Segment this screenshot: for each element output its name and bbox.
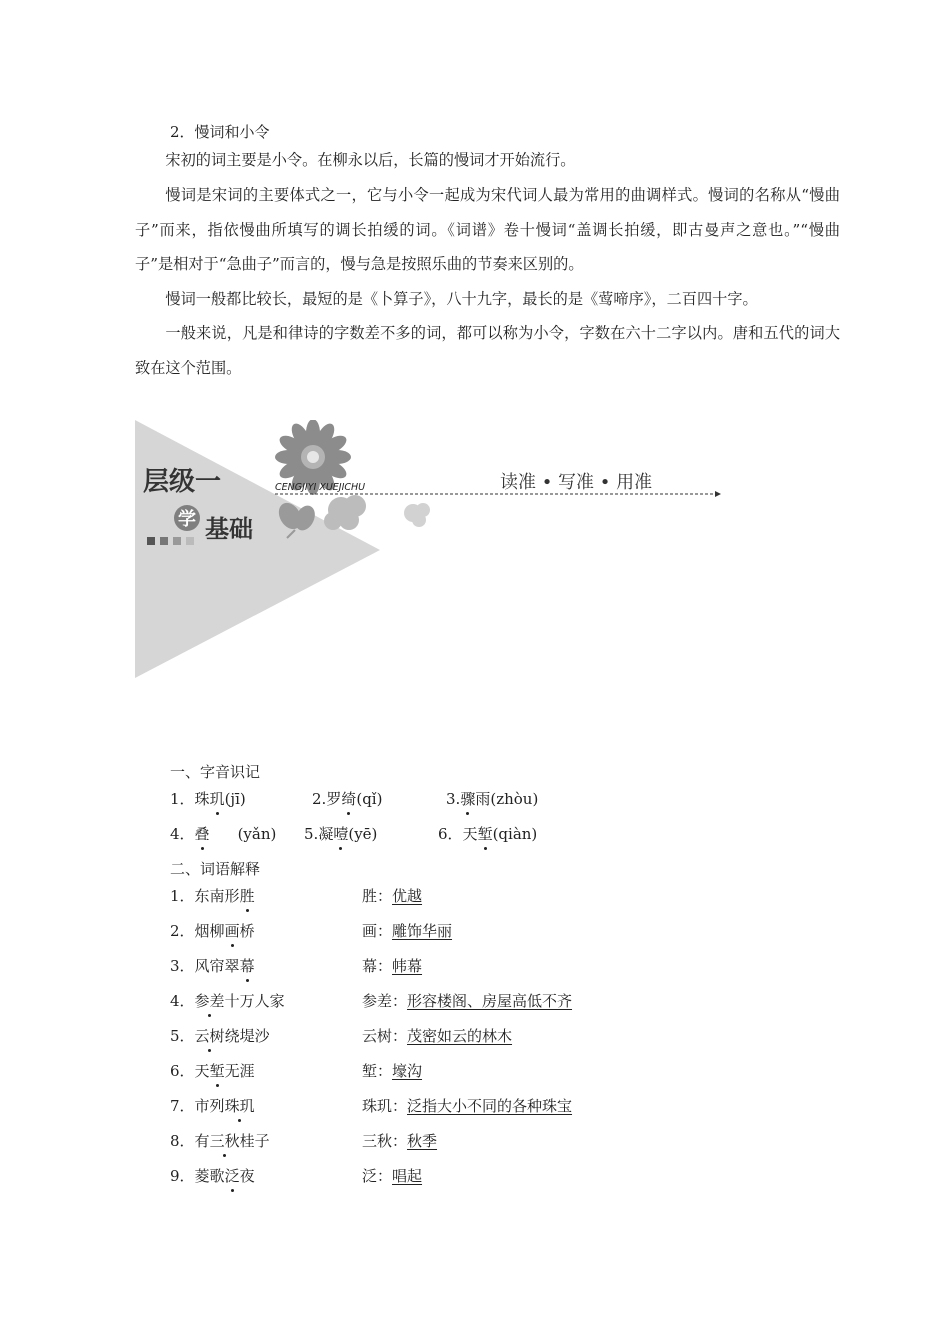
paragraph-3: 慢词一般都比较长，最短的是《卜算子》，八十九字，最长的是《莺啼序》，二百四十字。 — [165, 290, 758, 308]
banner-badge: 学 — [178, 509, 196, 530]
pronunciation-heading: 一、字音识记 — [170, 763, 261, 781]
vocab-term-4: 4．参差十万人家 — [170, 992, 285, 1010]
vocab-term-8: 8．有三秋桂子 — [170, 1132, 270, 1150]
level-banner — [135, 420, 735, 680]
banner-pinyin: CENGJIYI XUEJICHU — [275, 482, 366, 493]
pron-item-3: 3.骤雨(zhòu) — [446, 790, 539, 808]
vocab-def-9: 泛：唱起 — [362, 1167, 423, 1185]
vocab-def-7: 珠玑：泛指大小不同的各种珠宝 — [362, 1097, 573, 1115]
banner-subtitle: 基础 — [205, 515, 253, 543]
vocab-term-9: 9．菱歌泛夜 — [170, 1167, 255, 1185]
vocab-term-1: 1．东南形胜 — [170, 887, 255, 905]
banner-title: 层级一 — [143, 467, 222, 497]
vocab-term-2: 2．烟柳画桥 — [170, 922, 255, 940]
vocab-def-4: 参差：形容楼阁、房屋高低不齐 — [362, 992, 573, 1010]
vocab-term-6: 6．天堑无涯 — [170, 1062, 255, 1080]
vocab-term-3: 3．风帘翠幕 — [170, 957, 255, 975]
paragraph-4: 一般来说，凡是和律诗的字数差不多的词，都可以称为小令，字数在六十二字以内。唐和五代的词大致在这个范围。 — [135, 324, 840, 377]
blossom-small-icon — [404, 503, 430, 527]
pron-item-1: 1．珠玑(jī) — [170, 790, 246, 808]
vocab-def-8: 三秋：秋季 — [362, 1132, 438, 1150]
blossom-icon — [324, 495, 366, 530]
vocab-def-2: 画：雕饰华丽 — [362, 922, 453, 940]
vocab-def-3: 幕：帏幕 — [362, 957, 423, 975]
section-heading: 2．慢词和小令 — [170, 123, 270, 141]
vocab-heading: 二、词语解释 — [170, 860, 261, 878]
pron-item-6: 6．天堑(qiàn) — [438, 825, 538, 843]
banner-arrow-head — [715, 491, 721, 497]
pron-item-4: 4．叠 (yǎn) — [170, 825, 277, 843]
pron-item-5: 5.凝噎(yē) — [304, 825, 378, 843]
vocab-def-6: 堑：壕沟 — [362, 1062, 423, 1080]
paragraph-1: 宋初的词主要是小令。在柳永以后，长篇的慢词才开始流行。 — [165, 151, 576, 169]
vocab-def-5: 云树：茂密如云的林木 — [362, 1027, 513, 1045]
pron-item-2: 2.罗绮(qǐ) — [312, 790, 383, 808]
paragraph-2: 慢词是宋词的主要体式之一，它与小令一起成为宋代词人最为常用的曲调样式。慢词的名称从“慢曲子”而来，指依慢曲所填写的调长拍缓的词。《词谱》卷十慢词“盖调长拍缓，即古曼声之意也。”“慢曲子”是相对于“急曲子”而言的，慢与急是按照乐曲的节奏来区别的。 — [135, 186, 840, 273]
vocab-def-1: 胜：优越 — [362, 887, 423, 905]
banner-slogan: 读准 • 写准 • 用准 — [500, 472, 653, 493]
vocab-term-7: 7．市列珠玑 — [170, 1097, 255, 1115]
vocab-term-5: 5．云树绕堤沙 — [170, 1027, 270, 1045]
